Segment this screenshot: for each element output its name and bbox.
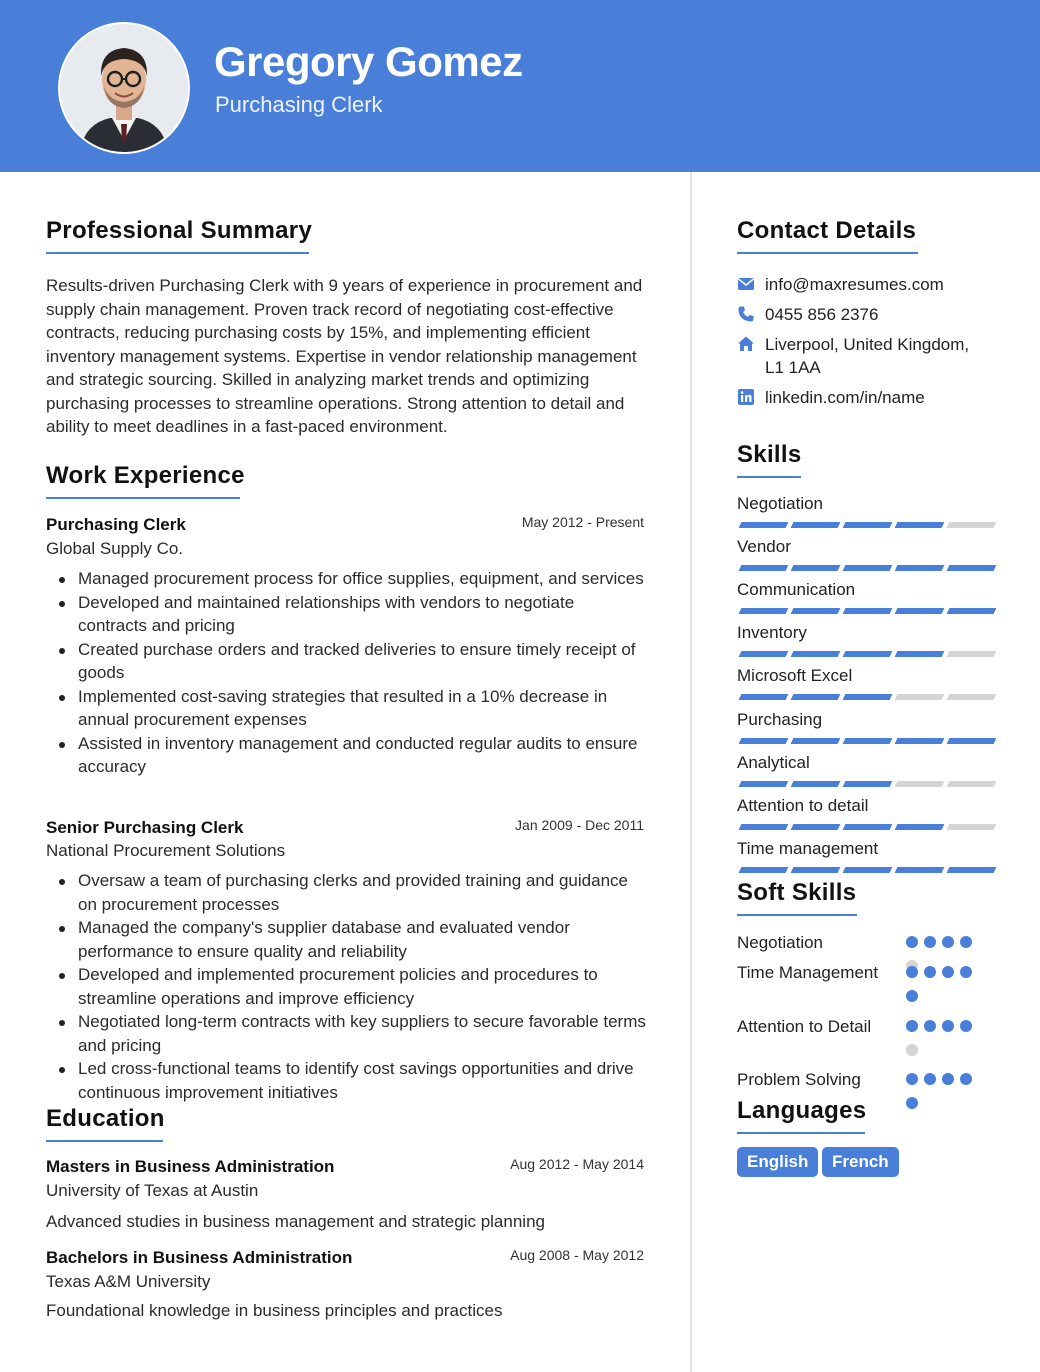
education-underline — [46, 1140, 163, 1142]
phone-icon — [737, 305, 755, 323]
rating-dot — [906, 1073, 918, 1085]
skill-level-segment — [739, 824, 789, 830]
skill-level-segment — [947, 565, 997, 571]
skill-level-segment — [895, 781, 945, 787]
rating-dot — [942, 936, 954, 948]
rating-dot — [960, 1073, 972, 1085]
rating-dot — [924, 936, 936, 948]
contact-linkedin[interactable] — [737, 386, 997, 409]
skill-level-bar — [738, 824, 994, 830]
contact-phone[interactable] — [737, 303, 997, 326]
skill-level-segment — [843, 824, 893, 830]
job-role: Purchasing Clerk — [46, 515, 186, 534]
candidate-title: Purchasing Clerk — [215, 92, 383, 117]
email-text: info@maxresumes.com — [765, 275, 944, 294]
skill-level-segment — [739, 694, 789, 700]
skill-level-bar — [738, 651, 994, 657]
school-name: University of Texas at Austin — [46, 1181, 259, 1200]
skill-level-segment — [843, 738, 893, 744]
education-heading: Education — [46, 1105, 165, 1132]
skill-level-segment — [739, 608, 789, 614]
skill-level-segment — [791, 608, 841, 614]
skill-level-bar — [738, 781, 994, 787]
phone-text: 0455 856 2376 — [765, 305, 879, 324]
rating-dot — [942, 1073, 954, 1085]
linkedin-text: linkedin.com/in/name — [765, 388, 925, 407]
skill-level-segment — [895, 694, 945, 700]
list-item: Developed and implemented procurement policies and procedures to streamline operations and improve efficiency — [46, 963, 646, 1010]
contact-location — [737, 333, 987, 379]
list-item: Created purchase orders and tracked deliveries to ensure timely receipt of goods — [46, 638, 646, 685]
soft-skill-label: Problem Solving — [737, 1070, 861, 1089]
skill-level-segment — [895, 738, 945, 744]
soft-skill-label: Negotiation — [737, 933, 824, 952]
skill-level-segment — [739, 565, 789, 571]
soft-skill-label: Time Management — [737, 963, 879, 982]
skill-level-segment — [791, 867, 841, 873]
list-item: Led cross-functional teams to identify cost savings opportunities and drive continuous improvement initiatives — [46, 1057, 646, 1104]
skill-level-bar — [738, 608, 994, 614]
summary-underline — [46, 252, 309, 254]
rating-dot — [924, 966, 936, 978]
language-badge: French — [822, 1147, 899, 1177]
skill-label: Time management — [737, 839, 879, 858]
skill-level-segment — [895, 565, 945, 571]
skill-level-segment — [947, 781, 997, 787]
skill-label: Negotiation — [737, 494, 824, 513]
skill-level-segment — [791, 522, 841, 528]
soft-skills-underline — [737, 914, 857, 916]
skill-level-segment — [895, 608, 945, 614]
skill-level-segment — [791, 694, 841, 700]
linkedin-icon — [737, 388, 755, 406]
skill-level-bar — [738, 694, 994, 700]
list-item: Managed procurement process for office supplies, equipment, and services — [46, 567, 646, 591]
list-item: Implemented cost-saving strategies that resulted in a 10% decrease in annual procurement expenses — [46, 685, 646, 732]
avatar — [58, 22, 190, 154]
skill-level-segment — [895, 867, 945, 873]
rating-dot — [906, 990, 918, 1002]
job-bullets — [46, 567, 646, 779]
soft-skill-label: Attention to Detail — [737, 1017, 872, 1036]
skill-level-segment — [843, 781, 893, 787]
degree-title: Bachelors in Business Administration — [46, 1248, 353, 1267]
rating-dot — [906, 966, 918, 978]
skill-level-bar — [738, 867, 994, 873]
skill-level-segment — [947, 694, 997, 700]
rating-dot — [924, 1073, 936, 1085]
language-badge: English — [737, 1147, 818, 1177]
languages-heading: Languages — [737, 1097, 867, 1124]
rating-dot — [906, 1020, 918, 1032]
summary-heading: Professional Summary — [46, 217, 313, 244]
skill-level-segment — [739, 867, 789, 873]
skill-level-segment — [947, 824, 997, 830]
rating-dot — [960, 966, 972, 978]
summary-text: Results-driven Purchasing Clerk with 9 years of experience in procurement and supply chain management. Proven track record of negotiating cost-effective contracts, reducing purchasing costs by 15%, and implementing efficient inventory management systems. Expertise in vendor relationship management and strategic sourcing. Skilled in analyzing market trends and optimizing purchasing processes to streamline operations. Strong attention to detail and ability to meet deadlines in a fast-paced environment. — [46, 276, 643, 436]
list-item: Oversaw a team of purchasing clerks and provided training and guidance on procurement processes — [46, 869, 646, 916]
skill-level-segment — [739, 522, 789, 528]
experience-underline — [46, 497, 240, 499]
contact-underline — [737, 252, 918, 254]
rating-dot — [960, 936, 972, 948]
list-item: Assisted in inventory management and conducted regular audits to ensure accuracy — [46, 732, 646, 779]
job-company: Global Supply Co. — [46, 539, 184, 558]
skill-level-segment — [843, 867, 893, 873]
skills-underline — [737, 476, 801, 478]
column-divider — [690, 172, 692, 1372]
header — [0, 0, 1040, 172]
skill-level-segment — [895, 522, 945, 528]
skill-level-segment — [739, 738, 789, 744]
skill-level-segment — [947, 651, 997, 657]
rating-dot — [960, 1020, 972, 1032]
soft-skills-heading: Soft Skills — [737, 879, 857, 906]
skill-level-segment — [947, 738, 997, 744]
skill-level-segment — [791, 738, 841, 744]
skill-label: Vendor — [737, 537, 791, 556]
skill-level-bar — [738, 738, 994, 744]
skill-level-segment — [947, 867, 997, 873]
degree-title: Masters in Business Administration — [46, 1157, 335, 1176]
location-text: Liverpool, United Kingdom, L1 1AA — [765, 335, 970, 377]
skill-level-segment — [791, 781, 841, 787]
skills-heading: Skills — [737, 441, 802, 468]
skill-label: Attention to detail — [737, 796, 869, 815]
skill-level-segment — [947, 608, 997, 614]
skill-level-segment — [739, 651, 789, 657]
experience-heading: Work Experience — [46, 462, 245, 489]
rating-dot — [906, 1044, 918, 1056]
skill-level-segment — [843, 565, 893, 571]
rating-dot — [942, 966, 954, 978]
skill-level-segment — [895, 651, 945, 657]
job-role: Senior Purchasing Clerk — [46, 818, 244, 837]
skill-level-segment — [791, 824, 841, 830]
skill-level-segment — [843, 522, 893, 528]
skill-level-segment — [947, 522, 997, 528]
skill-level-bar — [738, 522, 994, 528]
rating-dot — [906, 1097, 918, 1109]
skill-label: Inventory — [737, 623, 807, 642]
education-dates: Aug 2008 - May 2012 — [510, 1247, 644, 1263]
contact-heading: Contact Details — [737, 217, 917, 244]
skill-label: Communication — [737, 580, 856, 599]
skill-level-segment — [739, 781, 789, 787]
list-item: Negotiated long-term contracts with key suppliers to secure favorable terms and pricing — [46, 1010, 646, 1057]
rating-dot — [924, 1020, 936, 1032]
job-dates: Jan 2009 - Dec 2011 — [515, 817, 644, 833]
list-item: Developed and maintained relationships with vendors to negotiate contracts and pricing — [46, 591, 646, 638]
school-name: Texas A&M University — [46, 1272, 211, 1291]
education-description: Advanced studies in business management and strategic planning — [46, 1212, 545, 1231]
languages-underline — [737, 1132, 865, 1134]
skill-level-segment — [843, 608, 893, 614]
skill-level-segment — [895, 824, 945, 830]
candidate-name: Gregory Gomez — [214, 38, 523, 85]
skill-level-bar — [738, 565, 994, 571]
skill-level-segment — [843, 651, 893, 657]
job-dates: May 2012 - Present — [521, 514, 644, 530]
job-company: National Procurement Solutions — [46, 841, 286, 860]
skill-level-segment — [791, 651, 841, 657]
skill-label: Purchasing — [737, 710, 823, 729]
skill-level-segment — [843, 694, 893, 700]
rating-dot — [906, 936, 918, 948]
contact-email[interactable] — [737, 273, 997, 296]
list-item: Managed the company's supplier database and evaluated vendor performance to ensure quality and reliability — [46, 916, 646, 963]
education-dates: Aug 2012 - May 2014 — [510, 1156, 644, 1172]
skill-level-segment — [791, 565, 841, 571]
education-description: Foundational knowledge in business principles and practices — [46, 1301, 503, 1320]
skill-label: Analytical — [737, 753, 810, 772]
home-icon — [737, 335, 755, 353]
envelope-icon — [737, 275, 755, 293]
job-bullets — [46, 869, 646, 1104]
skill-label: Microsoft Excel — [737, 666, 853, 685]
rating-dot — [942, 1020, 954, 1032]
